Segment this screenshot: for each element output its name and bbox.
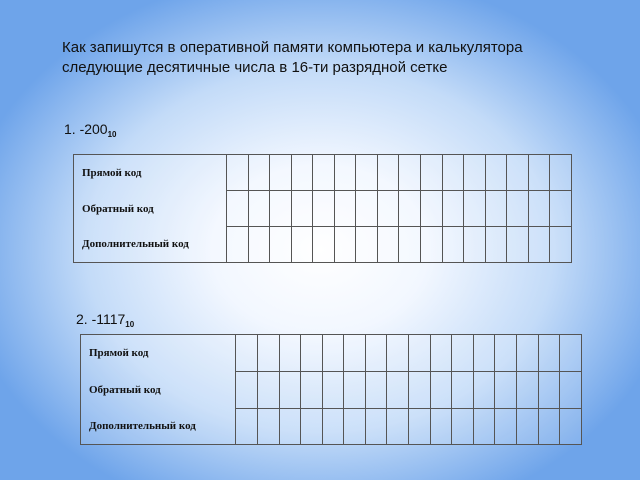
- bit-cell[interactable]: [226, 191, 248, 227]
- bit-cell[interactable]: [356, 227, 378, 263]
- bit-cell[interactable]: [399, 155, 421, 191]
- bit-cell[interactable]: [377, 191, 399, 227]
- bit-cell[interactable]: [430, 335, 452, 372]
- bit-cell[interactable]: [301, 409, 323, 445]
- bit-cell[interactable]: [550, 191, 572, 227]
- bit-cell[interactable]: [291, 155, 313, 191]
- task-1-number: 1. -200: [64, 121, 108, 137]
- bit-cell[interactable]: [270, 191, 292, 227]
- bit-cell[interactable]: [365, 409, 387, 445]
- bit-cell[interactable]: [301, 335, 323, 372]
- bit-cell[interactable]: [485, 155, 507, 191]
- bit-cell[interactable]: [517, 335, 539, 372]
- bit-cell[interactable]: [452, 409, 474, 445]
- bit-cell[interactable]: [538, 409, 560, 445]
- bit-cell[interactable]: [409, 372, 431, 409]
- bit-cell[interactable]: [473, 409, 495, 445]
- bit-cell[interactable]: [442, 191, 464, 227]
- bit-cell[interactable]: [452, 335, 474, 372]
- row-label-direct: Прямой код: [81, 335, 236, 372]
- bit-cell[interactable]: [322, 409, 344, 445]
- bit-cell[interactable]: [291, 191, 313, 227]
- bit-cell[interactable]: [344, 372, 366, 409]
- bit-cell[interactable]: [464, 155, 486, 191]
- bit-cell[interactable]: [507, 191, 529, 227]
- row-label-direct: Прямой код: [74, 155, 227, 191]
- bit-cell[interactable]: [550, 155, 572, 191]
- task-2-label: [76, 311, 134, 329]
- slide-title: Как запишутся в оперативной памяти компьютера и калькулятора следующие десятичные числа в 16-ти разрядной сетке: [62, 39, 523, 76]
- row-label-inverse: Обратный код: [74, 191, 227, 227]
- bit-cell[interactable]: [517, 409, 539, 445]
- bit-cell[interactable]: [473, 335, 495, 372]
- code-table-1: [73, 154, 572, 263]
- bit-cell[interactable]: [248, 155, 270, 191]
- bit-cell[interactable]: [528, 155, 550, 191]
- bit-cell[interactable]: [226, 227, 248, 263]
- bit-cell[interactable]: [313, 227, 335, 263]
- bit-cell[interactable]: [507, 155, 529, 191]
- row-label-complement: Дополнительный код: [81, 409, 236, 445]
- bit-cell[interactable]: [248, 227, 270, 263]
- bit-cell[interactable]: [409, 335, 431, 372]
- bit-cell[interactable]: [560, 335, 582, 372]
- bit-cell[interactable]: [248, 191, 270, 227]
- bit-cell[interactable]: [226, 155, 248, 191]
- bit-cell[interactable]: [322, 335, 344, 372]
- bit-cell[interactable]: [257, 409, 279, 445]
- bit-cell[interactable]: [421, 155, 443, 191]
- bit-cell[interactable]: [442, 227, 464, 263]
- bit-cell[interactable]: [421, 227, 443, 263]
- bit-cell[interactable]: [313, 191, 335, 227]
- bit-cell[interactable]: [365, 335, 387, 372]
- bit-cell[interactable]: [279, 372, 301, 409]
- bit-cell[interactable]: [495, 372, 517, 409]
- bit-cell[interactable]: [270, 227, 292, 263]
- bit-cell[interactable]: [257, 335, 279, 372]
- bit-cell[interactable]: [236, 409, 258, 445]
- task-2-base: 10: [125, 320, 135, 329]
- bit-cell[interactable]: [550, 227, 572, 263]
- bit-cell[interactable]: [495, 335, 517, 372]
- bit-cell[interactable]: [430, 372, 452, 409]
- task-2-number: 2. -1117: [76, 311, 126, 327]
- bit-cell[interactable]: [236, 335, 258, 372]
- bit-cell[interactable]: [507, 227, 529, 263]
- bit-cell[interactable]: [517, 372, 539, 409]
- task-1-base: 10: [107, 130, 117, 139]
- bit-cell[interactable]: [485, 227, 507, 263]
- bit-cell[interactable]: [538, 335, 560, 372]
- bit-cell[interactable]: [464, 227, 486, 263]
- bit-cell[interactable]: [399, 191, 421, 227]
- bit-cell[interactable]: [279, 335, 301, 372]
- row-label-complement: Дополнительный код: [74, 227, 227, 263]
- bit-cell[interactable]: [365, 372, 387, 409]
- bit-cell[interactable]: [387, 372, 409, 409]
- bit-cell[interactable]: [387, 409, 409, 445]
- bit-cell[interactable]: [485, 191, 507, 227]
- bit-cell[interactable]: [322, 372, 344, 409]
- bit-cell[interactable]: [409, 409, 431, 445]
- bit-cell[interactable]: [442, 155, 464, 191]
- bit-cell[interactable]: [464, 191, 486, 227]
- bit-cell[interactable]: [377, 155, 399, 191]
- bit-cell[interactable]: [291, 227, 313, 263]
- bit-cell[interactable]: [560, 372, 582, 409]
- code-table-2: [80, 334, 582, 445]
- bit-cell[interactable]: [421, 191, 443, 227]
- bit-cell[interactable]: [430, 409, 452, 445]
- bit-cell[interactable]: [473, 372, 495, 409]
- bit-cell[interactable]: [356, 191, 378, 227]
- bit-cell[interactable]: [356, 155, 378, 191]
- bit-cell[interactable]: [528, 227, 550, 263]
- bit-cell[interactable]: [344, 335, 366, 372]
- bit-cell[interactable]: [377, 227, 399, 263]
- bit-cell[interactable]: [344, 409, 366, 445]
- bit-cell[interactable]: [387, 335, 409, 372]
- bit-cell[interactable]: [334, 191, 356, 227]
- bit-cell[interactable]: [334, 155, 356, 191]
- bit-cell[interactable]: [257, 372, 279, 409]
- bit-cell[interactable]: [560, 409, 582, 445]
- bit-cell[interactable]: [301, 372, 323, 409]
- task-1-label: [64, 121, 117, 139]
- bit-cell[interactable]: [528, 191, 550, 227]
- bit-cell[interactable]: [334, 227, 356, 263]
- bit-cell[interactable]: [236, 372, 258, 409]
- bit-cell[interactable]: [452, 372, 474, 409]
- bit-cell[interactable]: [313, 155, 335, 191]
- bit-cell[interactable]: [538, 372, 560, 409]
- bit-cell[interactable]: [279, 409, 301, 445]
- bit-cell[interactable]: [270, 155, 292, 191]
- row-label-inverse: Обратный код: [81, 372, 236, 409]
- bit-cell[interactable]: [399, 227, 421, 263]
- bit-cell[interactable]: [495, 409, 517, 445]
